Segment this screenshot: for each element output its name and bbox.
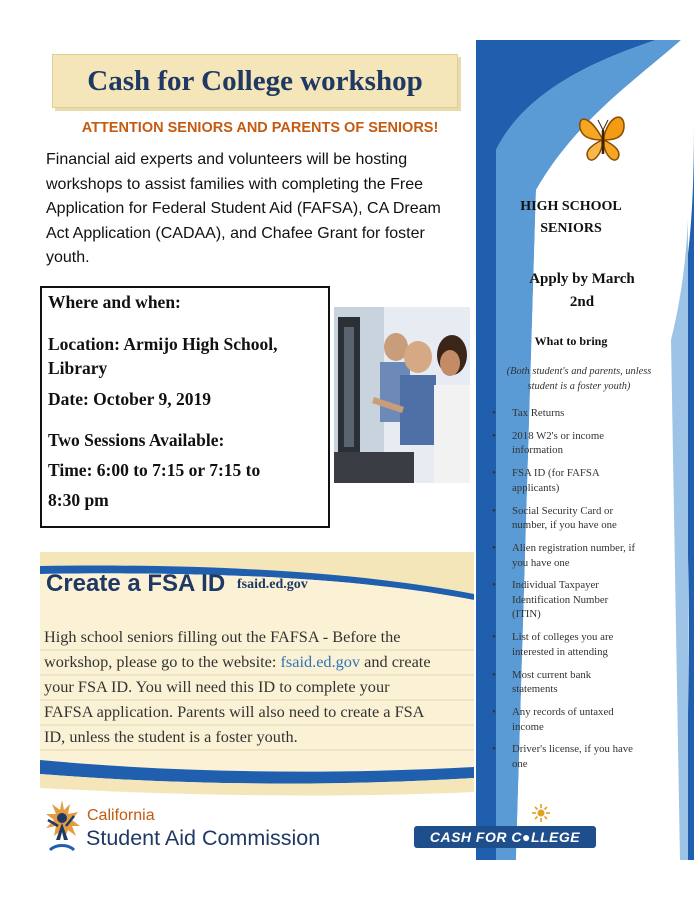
fsa-body-line: ID, unless the student is a foster youth. [44,727,298,746]
fsa-body-line: FAFSA application. Parents will also need to create a FSA [44,702,425,721]
list-item [488,705,658,734]
intro-line: Financial aid experts and volunteers will be hosting [46,151,408,168]
fsa-heading: Create a FSA ID [46,570,226,597]
hs-line: HIGH SCHOOL [520,199,622,214]
time-line2: 8:30 pm [48,490,109,510]
intro-paragraph [46,148,456,271]
fsa-body-line: High school seniors filling out the FAFSA - Before the [44,627,401,646]
time-line1: Time: 6:00 to 7:15 or 7:15 to [48,460,261,480]
list-item-text: you have one [512,556,570,569]
list-item-text: • FSA ID (for FAFSA [512,467,600,480]
list-item-text: interested in attending [512,645,608,658]
bring-note [494,365,664,394]
list-item-text: • Social Security Card or [512,504,614,517]
csac-logo-line1: California [87,807,155,824]
apply-line: Apply by March [529,271,635,287]
fsa-body-line: your FSA ID. You will need this ID to complete your [44,677,390,696]
hs-line: SENIORS [540,221,602,236]
list-item-text: • Driver's license, if you have [512,743,633,756]
list-item [488,429,658,458]
list-item [488,578,658,622]
list-item-text: statements [512,683,558,696]
list-item [488,504,658,533]
list-item-text: • Tax Returns [512,407,565,419]
list-item-text: • Individual Taxpayer [512,579,599,592]
fsa-body-line [44,649,464,674]
list-item [488,630,658,659]
list-item-text: income [512,720,544,733]
list-item-text: (ITIN) [512,608,541,621]
list-item-text: • List of colleges you are [512,631,614,644]
cfc-logo-text: CASH FOR C●LLEGE [429,829,581,845]
butterfly-icon [576,110,628,166]
fsa-body [44,624,464,749]
list-item [488,742,658,771]
fsa-body-text: and create [360,652,431,671]
fsa-link[interactable]: fsaid.ed.gov [237,577,308,592]
list-item [488,466,658,495]
what-to-bring-heading: What to bring [534,334,608,348]
list-item-text: • 2018 W2's or income [512,429,605,442]
title-banner [52,54,458,108]
list-item [488,668,658,697]
location-line1: Location: Armijo High School, [48,334,278,354]
list-item-text: • Most current bank [512,668,592,681]
intro-line: Application for Federal Student Aid (FAFSA), CA Dream [46,200,441,217]
csac-logo-icon [40,796,84,860]
list-item-text: one [512,757,528,770]
apply-line: 2nd [569,294,595,310]
sun-icon [532,804,550,822]
list-item-text: number, if you have one [512,519,617,532]
where-when-box [40,286,330,528]
intro-line: Act Application (CADAA), and Chafee Grant for foster [46,224,425,242]
fsa-inline-link[interactable]: fsaid.ed.gov [280,652,361,671]
note-line: (Both student's and parents, unless [506,366,652,377]
high-school-seniors-heading [500,196,642,240]
note-line: student is a foster youth) [527,380,631,392]
where-when-heading: Where and when: [48,292,181,312]
bring-list [488,406,658,780]
fsa-body-text: workshop, please go to the website: [44,652,281,671]
page-title: Cash for College workshop [87,64,423,97]
csac-logo-line2: Student Aid Commission [86,826,321,850]
apply-deadline [504,268,660,314]
list-item-text: • Any records of untaxed [512,706,614,718]
list-item-text: Identification Number [512,593,609,606]
list-item [488,541,658,570]
location-line2: Library [48,358,108,378]
list-item-text: • Alien registration number, if [512,541,636,554]
sessions-text: Two Sessions Available: [48,430,225,450]
list-item-text: applicants) [512,481,560,494]
students-photo [334,307,470,483]
attention-heading: ATTENTION SENIORS AND PARENTS OF SENIORS! [81,120,439,136]
intro-line: workshops to assist families with completing the Free [46,175,424,193]
list-item [488,406,658,421]
date-text: Date: October 9, 2019 [48,389,211,409]
cash-for-college-logo [414,826,596,848]
intro-line: youth. [46,249,90,266]
list-item-text: information [512,444,563,457]
